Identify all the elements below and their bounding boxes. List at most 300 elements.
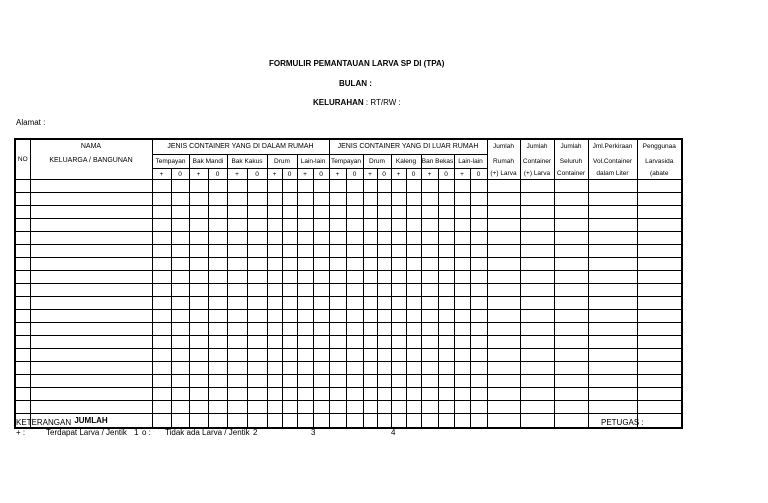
table-cell <box>520 193 554 206</box>
table-cell <box>554 401 588 414</box>
table-cell <box>637 232 682 245</box>
table-cell <box>267 232 282 245</box>
table-cell <box>189 219 208 232</box>
alamat-label: Alamat : <box>16 118 46 127</box>
table-cell <box>363 232 377 245</box>
table-cell <box>189 232 208 245</box>
plus-subheader: + <box>267 169 282 180</box>
table-cell <box>227 297 247 310</box>
table-cell <box>30 388 152 401</box>
table-cell <box>189 258 208 271</box>
jumlah-cell <box>554 414 588 429</box>
table-cell <box>454 375 470 388</box>
table-cell <box>421 401 438 414</box>
table-cell <box>171 245 189 258</box>
table-cell <box>152 180 171 193</box>
table-cell <box>346 271 363 284</box>
table-cell <box>554 388 588 401</box>
table-row <box>15 375 682 388</box>
table-cell <box>267 206 282 219</box>
table-cell <box>363 219 377 232</box>
table-cell <box>346 349 363 362</box>
table-cell <box>329 219 346 232</box>
plus-subheader: + <box>189 169 208 180</box>
table-cell <box>470 323 487 336</box>
table-cell <box>313 258 329 271</box>
jumlah-cell <box>391 414 406 429</box>
table-cell <box>470 388 487 401</box>
table-cell <box>208 375 227 388</box>
table-cell <box>391 258 406 271</box>
table-cell <box>227 219 247 232</box>
table-cell <box>208 180 227 193</box>
table-cell <box>438 232 454 245</box>
table-cell <box>554 323 588 336</box>
table-cell <box>208 323 227 336</box>
jumlah-cell <box>171 414 189 429</box>
kelurahan-label: KELURAHAN <box>313 98 364 107</box>
table-cell <box>329 310 346 323</box>
table-cell <box>520 375 554 388</box>
table-cell <box>171 388 189 401</box>
table-cell <box>377 349 391 362</box>
table-cell <box>171 323 189 336</box>
luar-rumah-header: JENIS CONTAINER YANG DI LUAR RUMAH <box>329 139 487 155</box>
table-cell <box>421 232 438 245</box>
table-cell <box>438 180 454 193</box>
table-cell <box>282 375 297 388</box>
table-cell <box>313 180 329 193</box>
table-cell <box>282 323 297 336</box>
table-cell <box>406 297 421 310</box>
table-cell <box>377 388 391 401</box>
table-cell <box>588 232 637 245</box>
table-cell <box>247 375 267 388</box>
petugas-label: PETUGAS : <box>601 418 644 427</box>
table-cell <box>487 388 520 401</box>
table-cell <box>267 375 282 388</box>
table-cell <box>391 284 406 297</box>
plus-subheader: + <box>363 169 377 180</box>
table-cell <box>297 401 313 414</box>
table-cell <box>15 297 30 310</box>
table-cell <box>208 310 227 323</box>
table-cell <box>406 388 421 401</box>
table-cell <box>637 245 682 258</box>
plus-subheader: + <box>297 169 313 180</box>
table-cell <box>227 271 247 284</box>
table-cell <box>15 193 30 206</box>
table-cell <box>329 362 346 375</box>
table-cell <box>30 193 152 206</box>
table-cell <box>588 245 637 258</box>
table-cell <box>152 375 171 388</box>
table-cell <box>171 310 189 323</box>
table-cell <box>297 349 313 362</box>
table-cell <box>15 180 30 193</box>
table-cell <box>30 362 152 375</box>
table-cell <box>329 388 346 401</box>
dalam-item-header: Lain-lain <box>297 155 329 169</box>
table-cell <box>208 401 227 414</box>
table-cell <box>152 388 171 401</box>
table-cell <box>189 375 208 388</box>
table-cell <box>487 258 520 271</box>
table-cell <box>247 349 267 362</box>
table-cell <box>520 232 554 245</box>
table-cell <box>346 297 363 310</box>
table-cell <box>346 219 363 232</box>
table-cell <box>247 271 267 284</box>
table-row <box>15 362 682 375</box>
table-cell <box>470 180 487 193</box>
table-cell <box>15 323 30 336</box>
table-cell <box>15 362 30 375</box>
table-cell <box>391 271 406 284</box>
table-cell <box>421 388 438 401</box>
table-cell <box>267 297 282 310</box>
table-cell <box>267 180 282 193</box>
table-cell <box>438 349 454 362</box>
table-cell <box>247 323 267 336</box>
table-cell <box>152 362 171 375</box>
larva-table <box>14 138 683 429</box>
table-cell <box>189 245 208 258</box>
table-cell <box>227 206 247 219</box>
table-cell <box>30 336 152 349</box>
table-cell <box>30 310 152 323</box>
table-cell <box>406 323 421 336</box>
table-cell <box>189 206 208 219</box>
table-cell <box>554 245 588 258</box>
table-row <box>15 219 682 232</box>
jumlah-rumah-h1: Jumlah <box>487 139 520 155</box>
legend-num-4: 4 <box>391 428 396 437</box>
no-header: NO <box>15 139 30 180</box>
table-cell <box>470 271 487 284</box>
table-cell <box>329 375 346 388</box>
luar-item-header: Lain-lain <box>454 155 487 169</box>
table-cell <box>554 219 588 232</box>
table-cell <box>487 206 520 219</box>
table-cell <box>588 336 637 349</box>
table-cell <box>189 362 208 375</box>
table-cell <box>454 258 470 271</box>
table-cell <box>15 206 30 219</box>
table-cell <box>454 349 470 362</box>
table-cell <box>15 245 30 258</box>
plus-subheader: + <box>227 169 247 180</box>
table-cell <box>30 349 152 362</box>
table-cell <box>227 245 247 258</box>
table-cell <box>406 375 421 388</box>
table-cell <box>520 336 554 349</box>
table-cell <box>391 180 406 193</box>
table-cell <box>247 297 267 310</box>
table-cell <box>438 310 454 323</box>
table-cell <box>377 375 391 388</box>
table-cell <box>421 193 438 206</box>
table-cell <box>454 180 470 193</box>
table-cell <box>637 284 682 297</box>
table-cell <box>487 323 520 336</box>
table-cell <box>171 193 189 206</box>
table-cell <box>406 245 421 258</box>
jumlah-rumah-h3: (+) Larva <box>487 169 520 180</box>
table-cell <box>152 349 171 362</box>
table-cell <box>487 219 520 232</box>
table-cell <box>329 323 346 336</box>
table-cell <box>637 375 682 388</box>
table-cell <box>30 401 152 414</box>
table-cell <box>171 206 189 219</box>
table-cell <box>377 219 391 232</box>
table-row <box>15 232 682 245</box>
table-cell <box>189 388 208 401</box>
table-cell <box>377 206 391 219</box>
legend-num-2: 2 <box>253 428 258 437</box>
table-cell <box>297 206 313 219</box>
table-cell <box>487 271 520 284</box>
table-cell <box>637 362 682 375</box>
table-cell <box>391 245 406 258</box>
table-cell <box>554 362 588 375</box>
dalam-item-header: Bak Kakus <box>227 155 267 169</box>
table-cell <box>15 219 30 232</box>
table-cell <box>421 258 438 271</box>
table-cell <box>30 232 152 245</box>
table-cell <box>470 401 487 414</box>
jumlah-cell <box>189 414 208 429</box>
table-cell <box>152 401 171 414</box>
table-cell <box>247 206 267 219</box>
table-cell <box>391 375 406 388</box>
table-cell <box>247 310 267 323</box>
table-row <box>15 310 682 323</box>
table-cell <box>227 401 247 414</box>
table-cell <box>313 284 329 297</box>
table-cell <box>313 349 329 362</box>
table-cell <box>391 232 406 245</box>
table-cell <box>554 284 588 297</box>
table-cell <box>152 336 171 349</box>
jumlah-cell <box>227 414 247 429</box>
table-cell <box>438 401 454 414</box>
keterangan-label: KETERANGAN <box>16 418 72 427</box>
table-cell <box>247 232 267 245</box>
dalam-rumah-header: JENIS CONTAINER YANG DI DALAM RUMAH <box>152 139 329 155</box>
table-cell <box>267 310 282 323</box>
table-cell <box>363 180 377 193</box>
table-cell <box>297 310 313 323</box>
table-cell <box>15 258 30 271</box>
table-cell <box>588 362 637 375</box>
jumlah-cell <box>267 414 282 429</box>
table-cell <box>189 310 208 323</box>
jumlah-cell <box>313 414 329 429</box>
table-row <box>15 258 682 271</box>
table-cell <box>171 271 189 284</box>
table-cell <box>406 401 421 414</box>
table-cell <box>346 401 363 414</box>
table-cell <box>329 284 346 297</box>
table-cell <box>297 258 313 271</box>
table-cell <box>329 232 346 245</box>
table-cell <box>346 362 363 375</box>
luar-item-header: Ban Bekas <box>421 155 454 169</box>
table-cell <box>421 297 438 310</box>
jumlah-cell <box>247 414 267 429</box>
table-cell <box>421 362 438 375</box>
dalam-item-header: Bak Mandi <box>189 155 227 169</box>
table-cell <box>406 271 421 284</box>
table-cell <box>15 284 30 297</box>
jumlah-cell <box>520 414 554 429</box>
table-cell <box>282 362 297 375</box>
jumlah-container-h2: Container <box>520 155 554 169</box>
table-cell <box>637 349 682 362</box>
table-cell <box>267 245 282 258</box>
jumlah-seluruh-h2: Seluruh <box>554 155 588 169</box>
table-cell <box>438 271 454 284</box>
jumlah-container-h3: (+) Larva <box>520 169 554 180</box>
table-cell <box>297 180 313 193</box>
table-cell <box>297 284 313 297</box>
table-cell <box>282 297 297 310</box>
nama-header: NAMA <box>30 139 152 155</box>
table-cell <box>406 219 421 232</box>
jumlah-cell <box>406 414 421 429</box>
table-cell <box>406 180 421 193</box>
table-cell <box>208 245 227 258</box>
table-row <box>15 271 682 284</box>
table-cell <box>438 284 454 297</box>
table-cell <box>15 336 30 349</box>
table-cell <box>30 219 152 232</box>
table-cell <box>267 284 282 297</box>
table-cell <box>554 206 588 219</box>
table-cell <box>454 388 470 401</box>
table-cell <box>313 245 329 258</box>
jumlah-cell <box>208 414 227 429</box>
jumlah-cell <box>470 414 487 429</box>
table-cell <box>297 388 313 401</box>
plus-subheader: + <box>454 169 470 180</box>
table-cell <box>329 271 346 284</box>
table-cell <box>346 180 363 193</box>
table-row <box>15 206 682 219</box>
table-cell <box>421 375 438 388</box>
table-cell <box>267 271 282 284</box>
jumlah-cell <box>454 414 470 429</box>
table-cell <box>520 323 554 336</box>
table-cell <box>152 323 171 336</box>
table-cell <box>363 258 377 271</box>
table-cell <box>15 375 30 388</box>
table-cell <box>247 193 267 206</box>
table-cell <box>313 193 329 206</box>
table-cell <box>282 232 297 245</box>
zero-subheader: 0 <box>247 169 267 180</box>
table-cell <box>520 258 554 271</box>
table-cell <box>588 258 637 271</box>
jumlah-cell <box>346 414 363 429</box>
jumlah-cell <box>421 414 438 429</box>
table-cell <box>282 245 297 258</box>
table-cell <box>313 219 329 232</box>
table-cell <box>247 258 267 271</box>
table-cell <box>520 271 554 284</box>
table-cell <box>189 284 208 297</box>
table-cell <box>588 388 637 401</box>
table-cell <box>30 375 152 388</box>
table-cell <box>346 375 363 388</box>
table-cell <box>470 206 487 219</box>
table-cell <box>15 388 30 401</box>
table-cell <box>227 180 247 193</box>
table-cell <box>421 284 438 297</box>
table-cell <box>588 193 637 206</box>
jumlah-cell <box>297 414 313 429</box>
table-cell <box>227 323 247 336</box>
table-cell <box>152 258 171 271</box>
table-cell <box>454 206 470 219</box>
table-cell <box>588 401 637 414</box>
table-cell <box>297 271 313 284</box>
table-cell <box>282 401 297 414</box>
table-cell <box>377 245 391 258</box>
table-cell <box>588 271 637 284</box>
table-cell <box>454 401 470 414</box>
table-cell <box>637 180 682 193</box>
zero-subheader: 0 <box>406 169 421 180</box>
table-cell <box>470 258 487 271</box>
table-cell <box>329 245 346 258</box>
table-cell <box>282 219 297 232</box>
table-cell <box>363 206 377 219</box>
table-cell <box>454 297 470 310</box>
table-cell <box>421 323 438 336</box>
table-cell <box>346 310 363 323</box>
table-cell <box>227 310 247 323</box>
table-cell <box>487 336 520 349</box>
table-cell <box>152 206 171 219</box>
table-cell <box>520 284 554 297</box>
table-row <box>15 388 682 401</box>
table-cell <box>30 258 152 271</box>
table-cell <box>438 245 454 258</box>
table-cell <box>470 362 487 375</box>
table-cell <box>363 349 377 362</box>
jumlah-cell <box>363 414 377 429</box>
table-cell <box>189 297 208 310</box>
table-cell <box>346 245 363 258</box>
table-cell <box>171 180 189 193</box>
jumlah-cell <box>438 414 454 429</box>
kelurahan-line <box>313 98 401 107</box>
table-cell <box>377 284 391 297</box>
table-cell <box>520 206 554 219</box>
table-cell <box>637 271 682 284</box>
table-cell <box>30 284 152 297</box>
table-cell <box>329 349 346 362</box>
table-cell <box>554 336 588 349</box>
table-cell <box>363 401 377 414</box>
table-cell <box>487 375 520 388</box>
table-cell <box>30 271 152 284</box>
plus-subheader: + <box>421 169 438 180</box>
table-cell <box>377 310 391 323</box>
